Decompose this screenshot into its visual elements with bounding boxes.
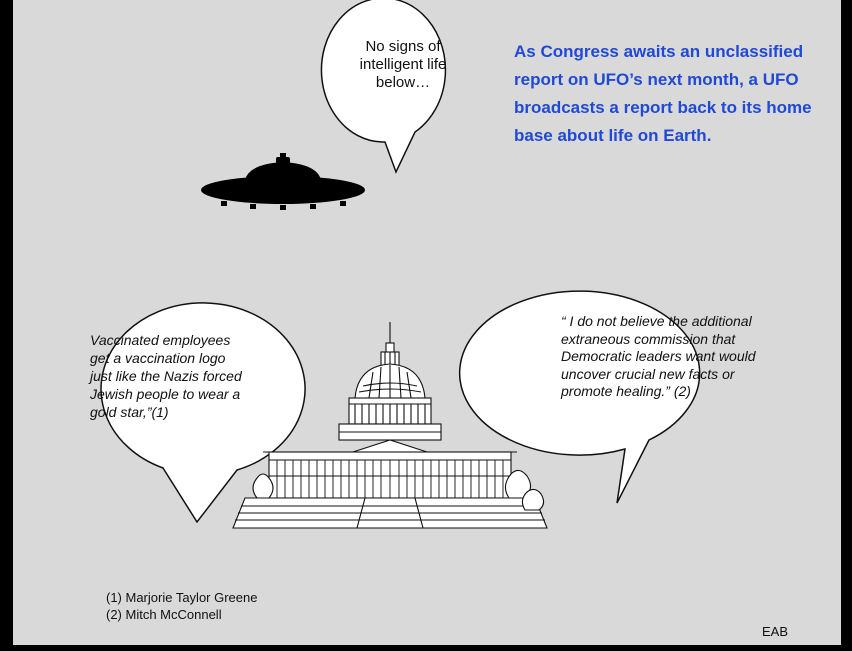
ufo-bubble-text: No signs of intelligent life below… bbox=[359, 38, 447, 91]
footnote-2: (2) Mitch McConnell bbox=[106, 607, 222, 622]
cartoon-caption: As Congress awaits an unclassified report on UFO’s next month, a UFO broadcasts a report back to its home base about life on Earth. bbox=[514, 42, 812, 145]
left-bubble-quote: Vaccinated employees get a vaccination logo just like the Nazis forced Jewish people to wear a gold star,”(1) bbox=[90, 332, 242, 420]
footnotes bbox=[106, 589, 257, 623]
cartoon-panel bbox=[11, 0, 843, 647]
ufo-icon bbox=[201, 153, 365, 210]
artist-signature: EAB bbox=[762, 624, 789, 639]
right-bubble-quote: “ I do not believe the additional extraneous commission that Democratic leaders want would uncover crucial new facts or promote healing.” (2) bbox=[561, 313, 756, 399]
footnote-1: (1) Marjorie Taylor Greene bbox=[106, 590, 258, 605]
